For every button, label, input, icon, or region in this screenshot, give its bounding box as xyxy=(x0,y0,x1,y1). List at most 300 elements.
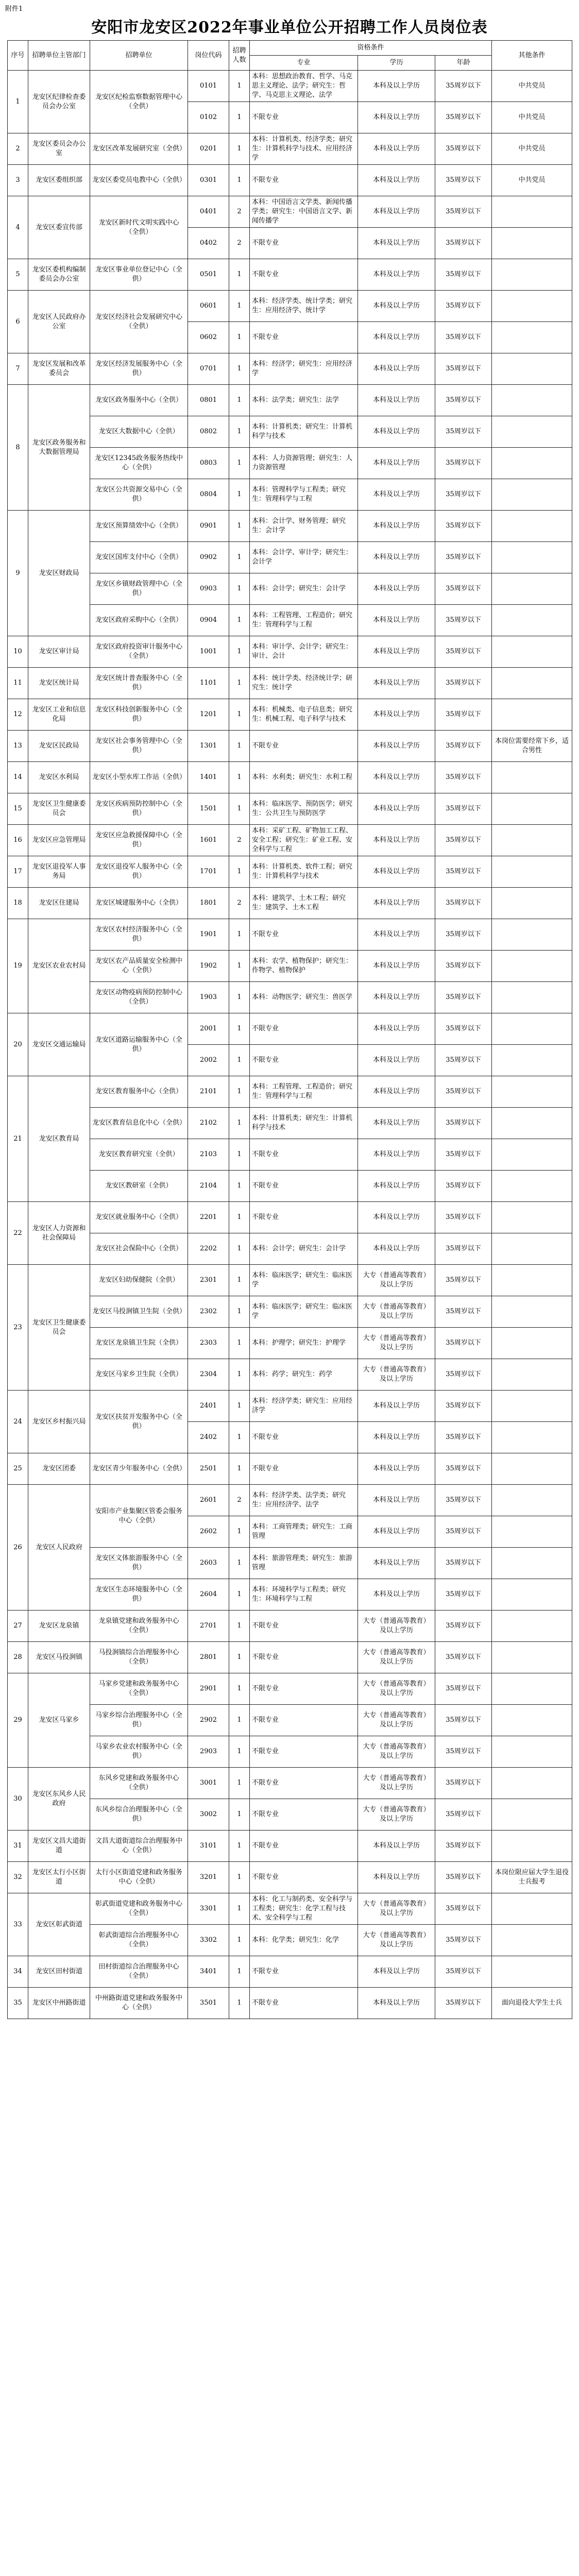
cell-num: 1 xyxy=(229,1265,250,1296)
cell-unit: 龙安区城建服务中心（全供） xyxy=(90,888,188,919)
header-dept: 招聘单位主管部门 xyxy=(28,41,90,71)
cell-edu: 本科及以上学历 xyxy=(358,1045,435,1076)
cell-code: 0602 xyxy=(188,322,229,353)
cell-other xyxy=(492,1171,572,1202)
cell-unit: 龙安区动物疫病预防控制中心（全供） xyxy=(90,982,188,1013)
cell-num: 1 xyxy=(229,479,250,511)
cell-age: 35周岁以下 xyxy=(435,259,492,291)
cell-num: 1 xyxy=(229,636,250,668)
cell-other xyxy=(492,1831,572,1862)
table-row xyxy=(8,1673,572,1705)
cell-other: 中共党员 xyxy=(492,102,572,133)
cell-dept: 龙安区人民政府 xyxy=(28,1485,90,1611)
cell-dept: 龙安区工业和信息化局 xyxy=(28,699,90,731)
cell-other xyxy=(492,1296,572,1328)
cell-edu: 本科及以上学历 xyxy=(358,1579,435,1611)
cell-unit: 龙安区政府采购中心（全供） xyxy=(90,605,188,636)
cell-code: 2801 xyxy=(188,1642,229,1673)
cell-major: 不限专业 xyxy=(250,1202,358,1233)
cell-edu: 本科及以上学历 xyxy=(358,699,435,731)
cell-unit: 龙安区疾病预防控制中心（全供） xyxy=(90,793,188,825)
cell-unit: 龙泉镇党建和政务服务中心（全供） xyxy=(90,1611,188,1642)
cell-age: 35周岁以下 xyxy=(435,888,492,919)
cell-major: 本科：经济学类、法学类；研究生：应用经济学、法学 xyxy=(250,1485,358,1516)
cell-seq: 35 xyxy=(8,1988,28,2019)
cell-unit: 田村街道综合治理服务中心（全供） xyxy=(90,1956,188,1988)
cell-major: 不限专业 xyxy=(250,165,358,196)
cell-dept: 龙安区财政局 xyxy=(28,511,90,636)
cell-edu: 本科及以上学历 xyxy=(358,1076,435,1108)
cell-dept: 龙安区卫生健康委员会 xyxy=(28,793,90,825)
table-row xyxy=(8,762,572,793)
cell-num: 1 xyxy=(229,699,250,731)
cell-major: 本科：机械类、电子信息类；研究生：机械工程、电子科学与技术 xyxy=(250,699,358,731)
cell-major: 本科：计算机类、软件工程；研究生：计算机科学与技术 xyxy=(250,856,358,888)
cell-num: 2 xyxy=(229,825,250,856)
cell-other xyxy=(492,511,572,542)
cell-seq: 9 xyxy=(8,511,28,636)
cell-age: 35周岁以下 xyxy=(435,1799,492,1831)
cell-major: 不限专业 xyxy=(250,1611,358,1642)
cell-edu: 本科及以上学历 xyxy=(358,1516,435,1548)
cell-other xyxy=(492,1611,572,1642)
cell-edu: 本科及以上学历 xyxy=(358,133,435,165)
cell-unit: 龙安区委党员电教中心（全供） xyxy=(90,165,188,196)
cell-seq: 14 xyxy=(8,762,28,793)
cell-unit: 龙安区马家乡卫生院（全供） xyxy=(90,1359,188,1391)
cell-age: 35周岁以下 xyxy=(435,573,492,605)
cell-dept: 龙安区委员会办公室 xyxy=(28,133,90,165)
cell-major: 不限专业 xyxy=(250,1013,358,1045)
cell-num: 1 xyxy=(229,385,250,416)
table-row xyxy=(8,1391,572,1422)
positions-table xyxy=(7,40,572,2019)
cell-dept: 龙安区住建局 xyxy=(28,888,90,919)
cell-dept: 龙安区文昌大道街道 xyxy=(28,1831,90,1862)
cell-age: 35周岁以下 xyxy=(435,1265,492,1296)
table-row xyxy=(8,1548,572,1579)
cell-unit: 安阳市产业集聚区管委会服务中心（全供） xyxy=(90,1485,188,1548)
cell-age: 35周岁以下 xyxy=(435,133,492,165)
cell-code: 1901 xyxy=(188,919,229,951)
cell-age: 35周岁以下 xyxy=(435,353,492,385)
cell-code: 2901 xyxy=(188,1673,229,1705)
table-row xyxy=(8,1359,572,1391)
cell-code: 3501 xyxy=(188,1988,229,2019)
cell-unit: 龙安区扶贫开发服务中心（全供） xyxy=(90,1391,188,1453)
cell-age: 35周岁以下 xyxy=(435,1076,492,1108)
cell-num: 1 xyxy=(229,762,250,793)
cell-code: 1001 xyxy=(188,636,229,668)
cell-num: 1 xyxy=(229,102,250,133)
cell-code: 2701 xyxy=(188,1611,229,1642)
cell-major: 不限专业 xyxy=(250,1453,358,1485)
cell-age: 35周岁以下 xyxy=(435,416,492,448)
table-row xyxy=(8,668,572,699)
cell-age: 35周岁以下 xyxy=(435,71,492,102)
cell-other xyxy=(492,228,572,259)
table-row xyxy=(8,1705,572,1736)
cell-seq: 24 xyxy=(8,1391,28,1453)
cell-unit: 马家乡综合治理服务中心（全供） xyxy=(90,1705,188,1736)
cell-num: 1 xyxy=(229,1233,250,1265)
cell-major: 不限专业 xyxy=(250,1862,358,1893)
cell-age: 35周岁以下 xyxy=(435,1579,492,1611)
header-cond: 资格条件 xyxy=(250,41,492,56)
cell-other xyxy=(492,793,572,825)
table-row xyxy=(8,1799,572,1831)
cell-edu: 本科及以上学历 xyxy=(358,1956,435,1988)
cell-unit: 龙安区预算绩效中心（全供） xyxy=(90,511,188,542)
cell-age: 35周岁以下 xyxy=(435,982,492,1013)
cell-edu: 本科及以上学历 xyxy=(358,228,435,259)
cell-num: 2 xyxy=(229,196,250,228)
cell-other xyxy=(492,353,572,385)
cell-num: 1 xyxy=(229,1171,250,1202)
cell-edu: 大专（普通高等教育）及以上学历 xyxy=(358,1705,435,1736)
cell-unit: 龙安区农产品质量安全检测中心（全供） xyxy=(90,951,188,982)
cell-seq: 28 xyxy=(8,1642,28,1673)
cell-edu: 本科及以上学历 xyxy=(358,416,435,448)
cell-seq: 25 xyxy=(8,1453,28,1485)
cell-code: 0902 xyxy=(188,542,229,573)
cell-code: 0102 xyxy=(188,102,229,133)
cell-num: 1 xyxy=(229,1108,250,1139)
cell-other xyxy=(492,1453,572,1485)
cell-other xyxy=(492,951,572,982)
cell-other xyxy=(492,573,572,605)
cell-edu: 本科及以上学历 xyxy=(358,1988,435,2019)
cell-major: 本科：环境科学与工程类；研究生：环境科学与工程 xyxy=(250,1579,358,1611)
cell-other xyxy=(492,919,572,951)
cell-seq: 30 xyxy=(8,1768,28,1831)
cell-major: 不限专业 xyxy=(250,102,358,133)
cell-edu: 本科及以上学历 xyxy=(358,1862,435,1893)
cell-seq: 29 xyxy=(8,1673,28,1768)
cell-unit: 东风乡党建和政务服务中心（全供） xyxy=(90,1768,188,1799)
cell-other xyxy=(492,1705,572,1736)
cell-edu: 本科及以上学历 xyxy=(358,762,435,793)
cell-code: 2603 xyxy=(188,1548,229,1579)
cell-code: 1301 xyxy=(188,731,229,762)
cell-seq: 3 xyxy=(8,165,28,196)
table-row xyxy=(8,1862,572,1893)
cell-code: 0804 xyxy=(188,479,229,511)
cell-code: 2903 xyxy=(188,1736,229,1768)
cell-dept: 龙安区民政局 xyxy=(28,731,90,762)
cell-other xyxy=(492,1956,572,1988)
cell-dept: 龙安区龙泉镇 xyxy=(28,1611,90,1642)
cell-seq: 7 xyxy=(8,353,28,385)
cell-age: 35周岁以下 xyxy=(435,1485,492,1516)
cell-other xyxy=(492,1076,572,1108)
cell-edu: 本科及以上学历 xyxy=(358,1013,435,1045)
cell-major: 本科：会计学；研究生：会计学 xyxy=(250,573,358,605)
table-row xyxy=(8,888,572,919)
table-row xyxy=(8,731,572,762)
table-row xyxy=(8,511,572,542)
cell-dept: 龙安区卫生健康委员会 xyxy=(28,1265,90,1391)
table-row xyxy=(8,919,572,951)
table-row xyxy=(8,479,572,511)
cell-dept: 龙安区马投涧镇 xyxy=(28,1642,90,1673)
cell-edu: 本科及以上学历 xyxy=(358,385,435,416)
cell-major: 不限专业 xyxy=(250,1768,358,1799)
cell-unit: 龙安区应急救援保障中心（全供） xyxy=(90,825,188,856)
cell-age: 35周岁以下 xyxy=(435,1422,492,1453)
cell-major: 本科：会计学、财务管理；研究生：会计学 xyxy=(250,511,358,542)
cell-other xyxy=(492,448,572,479)
cell-age: 35周岁以下 xyxy=(435,1893,492,1925)
cell-seq: 33 xyxy=(8,1893,28,1956)
cell-num: 1 xyxy=(229,1673,250,1705)
cell-major: 本科：统计学类、经济统计学；研究生：统计学 xyxy=(250,668,358,699)
cell-dept: 龙安区太行小区街道 xyxy=(28,1862,90,1893)
cell-age: 35周岁以下 xyxy=(435,762,492,793)
cell-num: 1 xyxy=(229,951,250,982)
header-num: 招聘人数 xyxy=(229,41,250,71)
cell-age: 35周岁以下 xyxy=(435,228,492,259)
cell-num: 1 xyxy=(229,71,250,102)
cell-major: 本科：中国语言文学类、新闻传播学类；研究生：中国语言文学、新闻传播学 xyxy=(250,196,358,228)
table-row xyxy=(8,1579,572,1611)
cell-age: 35周岁以下 xyxy=(435,542,492,573)
cell-age: 35周岁以下 xyxy=(435,793,492,825)
cell-edu: 大专（普通高等教育）及以上学历 xyxy=(358,1359,435,1391)
cell-other xyxy=(492,1768,572,1799)
table-row xyxy=(8,982,572,1013)
cell-age: 35周岁以下 xyxy=(435,1925,492,1956)
cell-num: 1 xyxy=(229,1422,250,1453)
cell-other xyxy=(492,1673,572,1705)
cell-other xyxy=(492,1642,572,1673)
cell-edu: 大专（普通高等教育）及以上学历 xyxy=(358,1925,435,1956)
cell-major: 不限专业 xyxy=(250,1045,358,1076)
cell-code: 2402 xyxy=(188,1422,229,1453)
cell-other: 中共党员 xyxy=(492,133,572,165)
cell-unit: 龙安区国库支付中心（全供） xyxy=(90,542,188,573)
cell-unit: 龙安区公共资源交易中心（全供） xyxy=(90,479,188,511)
header-seq: 序号 xyxy=(8,41,28,71)
cell-major: 本科：建筑学、土木工程；研究生：建筑学、土木工程 xyxy=(250,888,358,919)
cell-edu: 本科及以上学历 xyxy=(358,542,435,573)
cell-major: 不限专业 xyxy=(250,1673,358,1705)
cell-num: 1 xyxy=(229,1799,250,1831)
cell-edu: 本科及以上学历 xyxy=(358,793,435,825)
cell-age: 35周岁以下 xyxy=(435,1328,492,1359)
cell-num: 1 xyxy=(229,1202,250,1233)
cell-major: 本科：农学、植物保护；研究生：作物学、植物保护 xyxy=(250,951,358,982)
cell-code: 2301 xyxy=(188,1265,229,1296)
cell-major: 不限专业 xyxy=(250,228,358,259)
cell-num: 1 xyxy=(229,668,250,699)
cell-age: 35周岁以下 xyxy=(435,385,492,416)
cell-num: 1 xyxy=(229,511,250,542)
cell-major: 不限专业 xyxy=(250,1705,358,1736)
cell-unit: 龙安区新时代文明实践中心（全供） xyxy=(90,196,188,259)
cell-num: 1 xyxy=(229,1642,250,1673)
cell-unit: 龙安区教育服务中心（全供） xyxy=(90,1076,188,1108)
cell-num: 1 xyxy=(229,1611,250,1642)
cell-num: 1 xyxy=(229,165,250,196)
cell-unit: 龙安区统计普查服务中心（全供） xyxy=(90,668,188,699)
cell-other xyxy=(492,1233,572,1265)
cell-num: 1 xyxy=(229,291,250,322)
table-row xyxy=(8,448,572,479)
cell-age: 35周岁以下 xyxy=(435,1642,492,1673)
cell-major: 本科：工商管理类；研究生：工商管理 xyxy=(250,1516,358,1548)
cell-age: 35周岁以下 xyxy=(435,1862,492,1893)
cell-edu: 本科及以上学历 xyxy=(358,668,435,699)
cell-code: 2201 xyxy=(188,1202,229,1233)
cell-code: 2304 xyxy=(188,1359,229,1391)
cell-num: 1 xyxy=(229,1076,250,1108)
cell-other xyxy=(492,1736,572,1768)
table-row xyxy=(8,856,572,888)
cell-dept: 龙安区乡村振兴局 xyxy=(28,1391,90,1453)
cell-edu: 本科及以上学历 xyxy=(358,1108,435,1139)
cell-unit: 马家乡党建和政务服务中心（全供） xyxy=(90,1673,188,1705)
cell-major: 本科：经济学类；研究生：应用经济学 xyxy=(250,1391,358,1422)
cell-seq: 20 xyxy=(8,1013,28,1076)
cell-edu: 本科及以上学历 xyxy=(358,322,435,353)
cell-code: 0803 xyxy=(188,448,229,479)
cell-unit: 彰武街道党建和政务服务中心（全供） xyxy=(90,1893,188,1925)
cell-dept: 龙安区团委 xyxy=(28,1453,90,1485)
cell-major: 本科：法学类；研究生：法学 xyxy=(250,385,358,416)
cell-dept: 龙安区委宣传部 xyxy=(28,196,90,259)
cell-age: 35周岁以下 xyxy=(435,291,492,322)
cell-edu: 本科及以上学历 xyxy=(358,1831,435,1862)
cell-dept: 龙安区田村街道 xyxy=(28,1956,90,1988)
cell-age: 35周岁以下 xyxy=(435,1453,492,1485)
cell-unit: 龙安区马投涧镇卫生院（全供） xyxy=(90,1296,188,1328)
cell-seq: 12 xyxy=(8,699,28,731)
table-row xyxy=(8,1265,572,1296)
cell-num: 1 xyxy=(229,416,250,448)
cell-major: 不限专业 xyxy=(250,1642,358,1673)
cell-age: 35周岁以下 xyxy=(435,1736,492,1768)
cell-code: 3401 xyxy=(188,1956,229,1988)
cell-code: 3002 xyxy=(188,1799,229,1831)
cell-num: 1 xyxy=(229,448,250,479)
cell-unit: 龙安区道路运输服务中心（全供） xyxy=(90,1013,188,1076)
cell-major: 本科：审计学、会计学；研究生：审计、会计 xyxy=(250,636,358,668)
cell-edu: 本科及以上学历 xyxy=(358,479,435,511)
cell-dept: 龙安区彰武街道 xyxy=(28,1893,90,1956)
cell-code: 0401 xyxy=(188,196,229,228)
cell-num: 2 xyxy=(229,1485,250,1516)
cell-num: 1 xyxy=(229,1768,250,1799)
cell-num: 1 xyxy=(229,856,250,888)
cell-dept: 龙安区退役军人事务局 xyxy=(28,856,90,888)
header-unit: 招聘单位 xyxy=(90,41,188,71)
table-row xyxy=(8,165,572,196)
cell-seq: 4 xyxy=(8,196,28,259)
cell-major: 本科：化学类；研究生：化学 xyxy=(250,1925,358,1956)
cell-unit: 龙安区文体旅游服务中心（全供） xyxy=(90,1548,188,1579)
cell-edu: 本科及以上学历 xyxy=(358,919,435,951)
cell-unit: 龙安区龙泉镇卫生院（全供） xyxy=(90,1328,188,1359)
cell-edu: 大专（普通高等教育）及以上学历 xyxy=(358,1799,435,1831)
table-row xyxy=(8,385,572,416)
cell-other xyxy=(492,1422,572,1453)
cell-age: 35周岁以下 xyxy=(435,1013,492,1045)
cell-unit: 龙安区生态环境服务中心（全供） xyxy=(90,1579,188,1611)
cell-code: 1501 xyxy=(188,793,229,825)
cell-age: 35周岁以下 xyxy=(435,196,492,228)
cell-age: 35周岁以下 xyxy=(435,479,492,511)
cell-code: 0301 xyxy=(188,165,229,196)
cell-other xyxy=(492,259,572,291)
cell-other: 本岗位需要经常下乡，适合男性 xyxy=(492,731,572,762)
cell-major: 不限专业 xyxy=(250,1831,358,1862)
cell-major: 本科：计算机类；研究生：计算机科学与技术 xyxy=(250,416,358,448)
cell-code: 2601 xyxy=(188,1485,229,1516)
cell-major: 本科：经济学类、统计学类；研究生：应用经济学、统计学 xyxy=(250,291,358,322)
table-row xyxy=(8,1988,572,2019)
table-row xyxy=(8,1202,572,1233)
cell-age: 35周岁以下 xyxy=(435,322,492,353)
cell-num: 1 xyxy=(229,1359,250,1391)
cell-seq: 8 xyxy=(8,385,28,511)
cell-seq: 2 xyxy=(8,133,28,165)
cell-other xyxy=(492,1359,572,1391)
cell-other xyxy=(492,1045,572,1076)
cell-code: 3101 xyxy=(188,1831,229,1862)
cell-edu: 本科及以上学历 xyxy=(358,196,435,228)
header-other: 其他条件 xyxy=(492,41,572,71)
cell-num: 1 xyxy=(229,1831,250,1862)
cell-seq: 26 xyxy=(8,1485,28,1611)
cell-num: 1 xyxy=(229,1516,250,1548)
table-row xyxy=(8,291,572,322)
cell-age: 35周岁以下 xyxy=(435,1988,492,2019)
cell-major: 不限专业 xyxy=(250,1736,358,1768)
cell-edu: 本科及以上学历 xyxy=(358,1422,435,1453)
cell-major: 不限专业 xyxy=(250,731,358,762)
cell-num: 1 xyxy=(229,919,250,951)
cell-major: 本科：管理科学与工程类；研究生：管理科学与工程 xyxy=(250,479,358,511)
cell-code: 2303 xyxy=(188,1328,229,1359)
cell-major: 本科：临床医学；研究生：临床医学 xyxy=(250,1265,358,1296)
cell-edu: 本科及以上学历 xyxy=(358,951,435,982)
cell-edu: 本科及以上学历 xyxy=(358,448,435,479)
table-row xyxy=(8,1233,572,1265)
cell-age: 35周岁以下 xyxy=(435,825,492,856)
cell-code: 1902 xyxy=(188,951,229,982)
table-row xyxy=(8,1768,572,1799)
cell-other xyxy=(492,196,572,228)
table-row xyxy=(8,1956,572,1988)
cell-age: 35周岁以下 xyxy=(435,102,492,133)
cell-unit: 太行小区街道党建和政务服务中心（全供） xyxy=(90,1862,188,1893)
cell-num: 1 xyxy=(229,259,250,291)
table-row xyxy=(8,573,572,605)
cell-age: 35周岁以下 xyxy=(435,731,492,762)
cell-other xyxy=(492,856,572,888)
cell-code: 2501 xyxy=(188,1453,229,1485)
cell-num: 1 xyxy=(229,1893,250,1925)
cell-code: 1903 xyxy=(188,982,229,1013)
cell-seq: 23 xyxy=(8,1265,28,1391)
cell-unit: 龙安区青少年服务中心（全供） xyxy=(90,1453,188,1485)
cell-other xyxy=(492,636,572,668)
table-row xyxy=(8,133,572,165)
cell-age: 35周岁以下 xyxy=(435,1108,492,1139)
cell-seq: 10 xyxy=(8,636,28,668)
cell-code: 3302 xyxy=(188,1925,229,1956)
